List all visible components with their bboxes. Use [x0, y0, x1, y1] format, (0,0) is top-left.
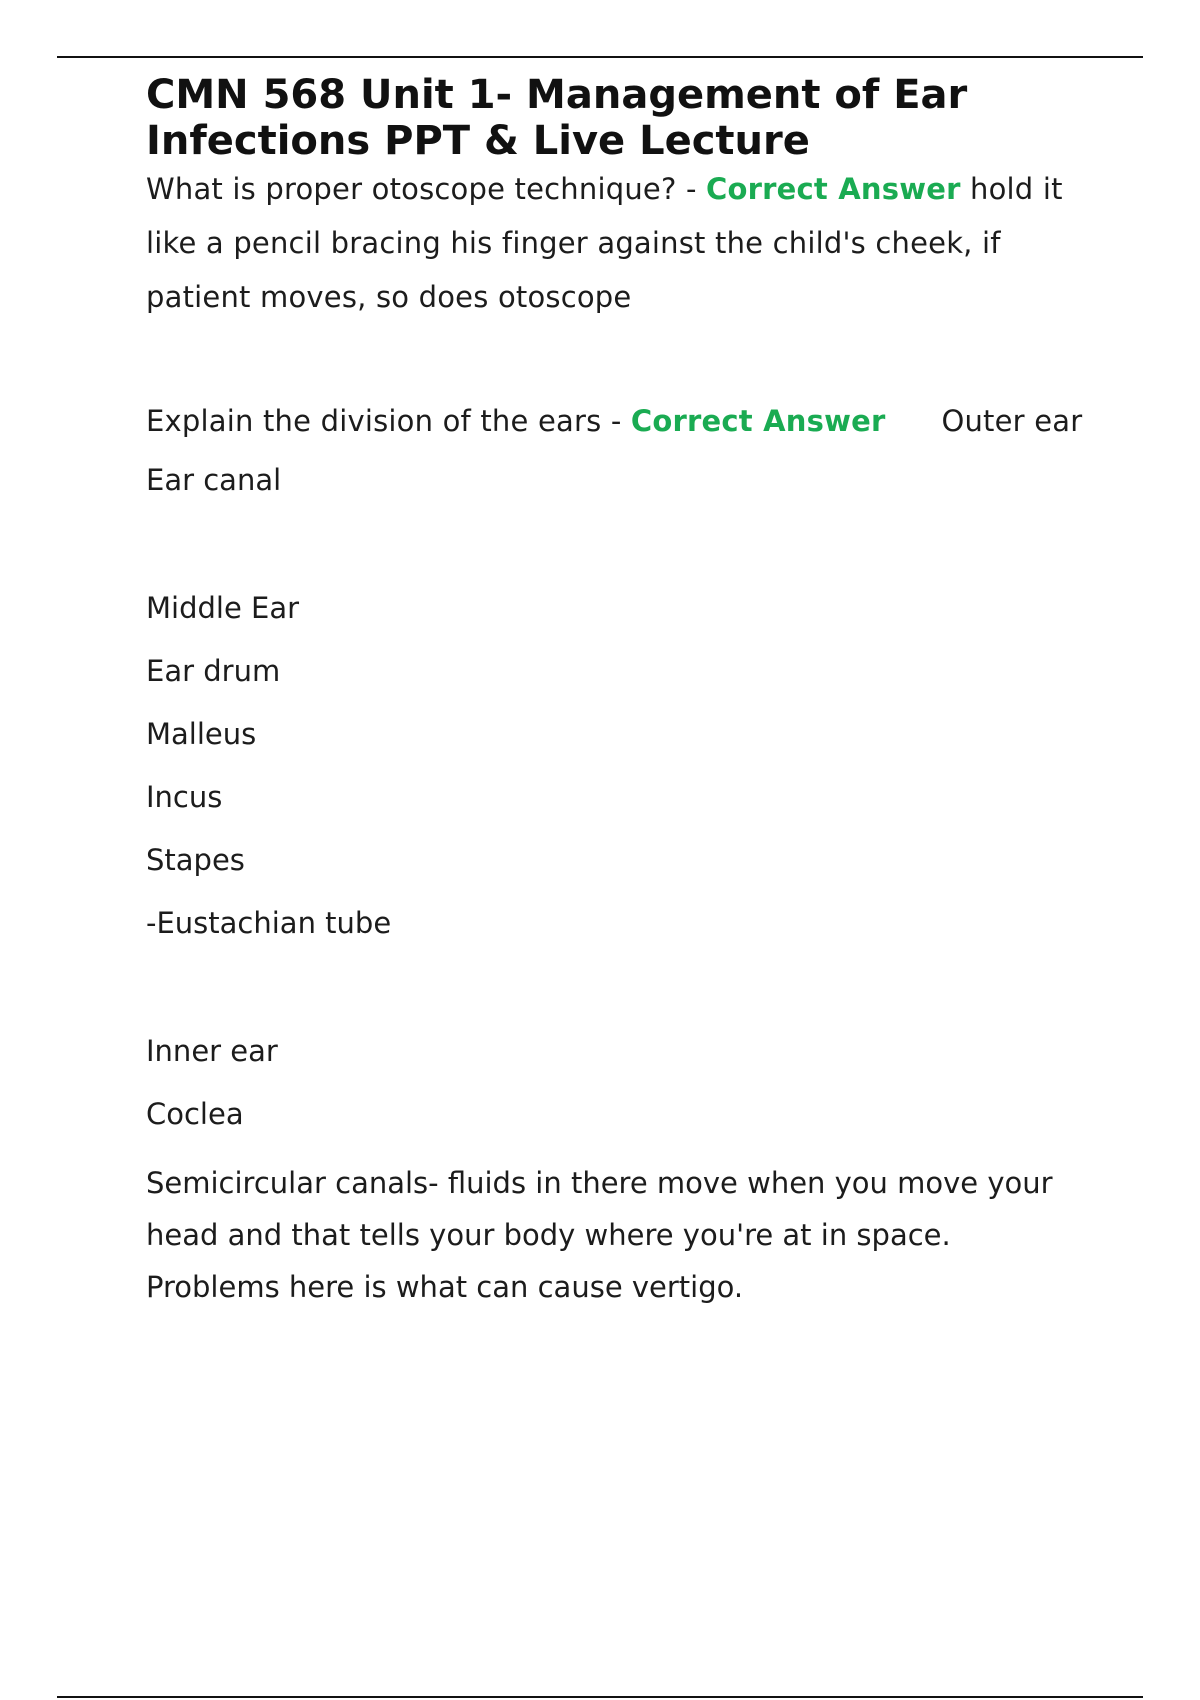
list-item-incus: Incus: [146, 780, 223, 814]
document-title: CMN 568 Unit 1- Management of Ear Infections PPT & Live Lecture: [146, 72, 968, 164]
list-item-semicircular-canals: Semicircular canals- fluids in there move when you move your head and that tells your body where you're at in space. Problems here is what can cause vertigo.: [146, 1166, 1053, 1304]
list-item-stapes: Stapes: [146, 843, 245, 877]
list-item-malleus: Malleus: [146, 717, 257, 751]
document-page: [146, 72, 1086, 1313]
list-item-ear-drum: Ear drum: [146, 654, 281, 688]
answer-2-text: Outer ear: [941, 404, 1083, 438]
bottom-divider: [57, 1696, 1143, 1698]
list-item-coclea: Coclea: [146, 1097, 244, 1131]
question-1-text: What is proper otoscope technique? -: [146, 172, 707, 206]
correct-answer-label: Correct Answer: [706, 172, 961, 206]
question-1: [146, 162, 1086, 324]
list-item-eustachian-tube: -Eustachian tube: [146, 906, 392, 940]
list-item-middle-ear: Middle Ear: [146, 591, 300, 625]
list-item-ear-canal: Ear canal: [146, 463, 282, 497]
correct-answer-label: Correct Answer: [630, 404, 886, 438]
answer-1-text: hold it like a pencil bracing his finger against the child's cheek, if patient moves, so does otoscope: [146, 172, 1063, 314]
list-item-inner-ear: Inner ear: [146, 1034, 278, 1068]
top-divider: [57, 56, 1143, 58]
question-2-text: Explain the division of the ears -: [146, 404, 631, 438]
question-2: [146, 395, 1086, 448]
